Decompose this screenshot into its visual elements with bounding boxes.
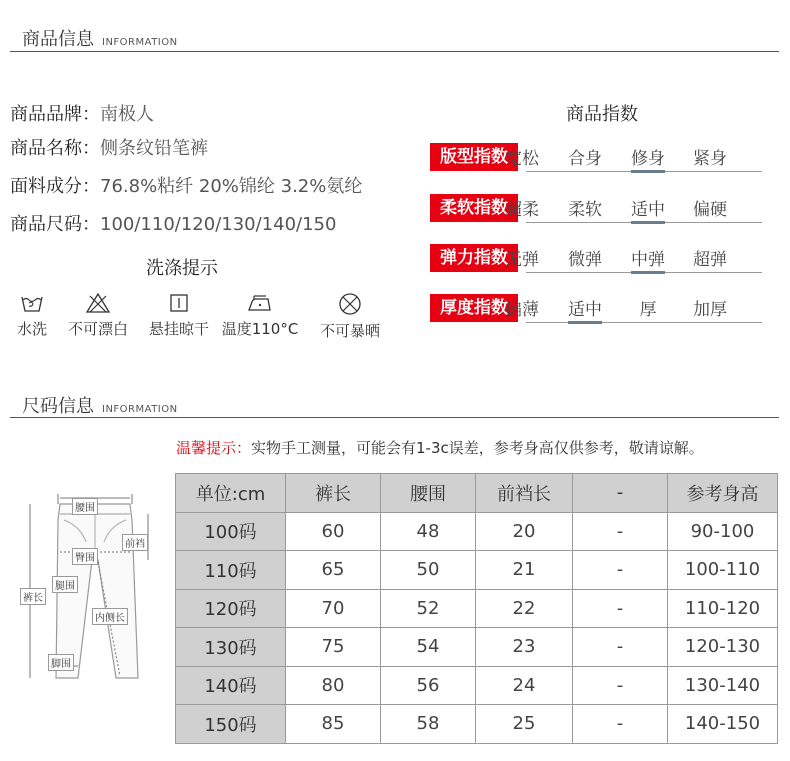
section-subtitle: INFORMATION [102, 404, 178, 415]
table-row [176, 628, 778, 667]
index-option: 中弹 [631, 250, 665, 270]
info-brand [10, 100, 154, 126]
size-label-cell: 140码 [176, 666, 286, 705]
table-cell: 70 [286, 589, 381, 628]
index-label: 版型指数 [430, 143, 518, 171]
table-header-row [176, 474, 778, 513]
hem-label: 脚围 [48, 654, 74, 671]
info-key: 商品尺码： [10, 214, 100, 235]
table-row [176, 705, 778, 744]
table-cell: 58 [381, 705, 476, 744]
table-cell: 130-140 [668, 666, 778, 705]
info-name [10, 134, 208, 160]
table-cell: 85 [286, 705, 381, 744]
note-text: 实物手工测量，可能会有1-3c误差，参考身高仅供参考，敬请谅解。 [251, 439, 704, 457]
index-option: 无弹 [505, 250, 539, 270]
inseam-label: 内侧长 [92, 608, 128, 625]
info-key: 面料成分： [10, 176, 100, 197]
care-item [310, 292, 390, 341]
hang-dry-icon [168, 292, 190, 314]
index-option: 加厚 [693, 300, 727, 320]
index-label: 弹力指数 [430, 244, 518, 272]
section-title: 商品信息 [22, 29, 94, 50]
index-row [430, 243, 770, 273]
no-bleach-icon [85, 292, 111, 314]
size-table-wrap [175, 473, 778, 744]
size-label-cell: 120码 [176, 589, 286, 628]
table-cell: 21 [476, 551, 573, 590]
info-value: 76.8%粘纤 20%锦纶 3.2%氨纶 [100, 176, 363, 197]
length-label: 裤长 [20, 588, 46, 605]
table-cell: 23 [476, 628, 573, 667]
index-option: 柔软 [568, 200, 602, 220]
table-cell: 140-150 [668, 705, 778, 744]
table-header-cell: 腰围 [381, 474, 476, 513]
care-label: 不可暴晒 [319, 322, 380, 340]
table-cell: 90-100 [668, 512, 778, 551]
table-cell: 100-110 [668, 551, 778, 590]
table-cell: 65 [286, 551, 381, 590]
index-option: 超柔 [505, 200, 539, 220]
index-title: 商品指数 [566, 104, 638, 125]
size-label-cell: 130码 [176, 628, 286, 667]
table-cell: 75 [286, 628, 381, 667]
table-cell: 25 [476, 705, 573, 744]
care-item [218, 292, 302, 339]
index-option: 适中 [631, 200, 665, 220]
section-divider [10, 417, 779, 418]
size-label-cell: 150码 [176, 705, 286, 744]
index-option: 合身 [568, 149, 602, 169]
table-cell: 50 [381, 551, 476, 590]
product-info-header [22, 25, 178, 51]
size-info-header [22, 392, 178, 418]
table-cell: 24 [476, 666, 573, 705]
info-fabric [10, 172, 362, 198]
table-cell: 52 [381, 589, 476, 628]
table-row [176, 551, 778, 590]
section-title: 尺码信息 [22, 396, 94, 417]
index-option: 修身 [631, 149, 665, 169]
index-option: 适中 [568, 300, 602, 320]
table-header-cell: 单位:cm [176, 474, 286, 513]
index-selected-marker [631, 271, 665, 274]
table-cell: 120-130 [668, 628, 778, 667]
index-selected-marker [631, 170, 665, 173]
note-warn: 温馨提示： [176, 439, 252, 457]
wash-tub-icon [20, 292, 44, 314]
care-label: 水洗 [16, 320, 47, 338]
table-cell: 110-120 [668, 589, 778, 628]
care-title: 洗涤提示 [146, 258, 218, 279]
info-sizes [10, 210, 336, 236]
care-list [10, 292, 410, 352]
index-label: 厚度指数 [430, 294, 518, 322]
index-option: 厚 [639, 300, 657, 320]
size-table [175, 473, 778, 744]
index-row [430, 293, 770, 323]
index-selected-marker [568, 321, 602, 324]
table-cell: 54 [381, 628, 476, 667]
index-option: 宽松 [505, 149, 539, 169]
no-sun-icon [338, 292, 362, 316]
table-cell: - [573, 705, 668, 744]
index-option: 紧身 [693, 149, 727, 169]
measure-note [176, 437, 704, 458]
table-cell: - [573, 589, 668, 628]
table-header-cell: 参考身高 [668, 474, 778, 513]
size-label-cell: 100码 [176, 512, 286, 551]
care-item [58, 292, 138, 339]
index-list [430, 140, 770, 330]
index-label: 柔软指数 [430, 194, 518, 222]
info-key: 商品名称： [10, 138, 100, 159]
care-label: 不可漂白 [67, 320, 128, 338]
index-selected-marker [631, 221, 665, 224]
table-header-cell: - [573, 474, 668, 513]
table-cell: 48 [381, 512, 476, 551]
iron-icon [246, 292, 274, 314]
table-header-cell: 前裆长 [476, 474, 573, 513]
table-cell: 56 [381, 666, 476, 705]
front-rise-label: 前裆 [122, 534, 148, 551]
care-item [138, 292, 220, 339]
table-cell: 80 [286, 666, 381, 705]
section-subtitle: INFORMATION [102, 37, 178, 48]
table-cell: - [573, 512, 668, 551]
size-label-cell: 110码 [176, 551, 286, 590]
index-option: 微弹 [568, 250, 602, 270]
section-divider [10, 51, 779, 52]
index-baseline [526, 322, 762, 323]
table-row [176, 589, 778, 628]
table-cell: 20 [476, 512, 573, 551]
table-cell: 60 [286, 512, 381, 551]
info-key: 商品品牌： [10, 104, 100, 125]
care-label: 悬挂晾干 [148, 320, 209, 338]
care-item [2, 292, 62, 339]
index-option: 超弹 [693, 250, 727, 270]
table-cell: - [573, 628, 668, 667]
table-row [176, 666, 778, 705]
info-value: 侧条纹铅笔裤 [100, 138, 208, 159]
waist-label: 腰围 [72, 498, 98, 515]
info-value: 南极人 [100, 104, 154, 125]
table-cell: - [573, 551, 668, 590]
info-value: 100/110/120/130/140/150 [100, 214, 337, 235]
index-option: 偏硬 [693, 200, 727, 220]
care-label: 温度110°C [221, 320, 299, 338]
hip-label: 臀围 [72, 548, 98, 565]
table-row [176, 512, 778, 551]
index-row [430, 193, 770, 223]
index-option: 偏薄 [505, 300, 539, 320]
index-row [430, 142, 770, 172]
pants-diagram [20, 490, 160, 690]
table-cell: - [573, 666, 668, 705]
table-header-cell: 裤长 [286, 474, 381, 513]
table-cell: 22 [476, 589, 573, 628]
thigh-label: 腿围 [52, 576, 78, 593]
